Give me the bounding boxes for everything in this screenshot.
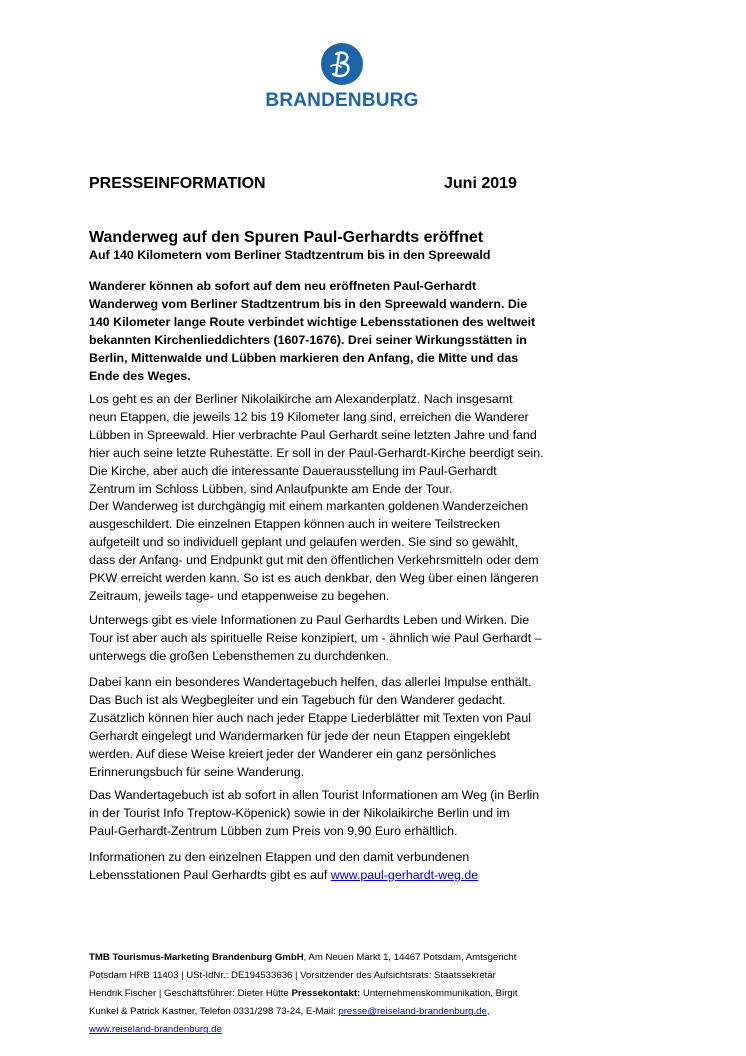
text-line: Erinnerungsbuch für seine Wanderung. bbox=[89, 765, 305, 779]
text-segment: Unternehmenskommunikation, Birgit bbox=[360, 988, 518, 1000]
company-name: TMB Tourismus-Marketing Brandenburg GmbH bbox=[89, 952, 304, 963]
paragraph-route bbox=[89, 390, 609, 498]
paragraph-more-info bbox=[89, 848, 609, 884]
paragraph-spiritual bbox=[89, 611, 609, 665]
lead-line: Wanderweg vom Berliner Stadtzentrum bis in den Spreewald wandern. Die bbox=[89, 297, 528, 311]
text-line: Informationen zu den einzelnen Etappen und den damit verbundenen bbox=[89, 850, 470, 864]
footer-line bbox=[89, 1003, 569, 1021]
lead-line: Berlin, Mittenwalde und Lübben markieren den Anfang, die Mitte und das bbox=[89, 351, 519, 365]
lead-line: 140 Kilometer lange Route verbindet wichtige Lebensstationen des weltweit bbox=[89, 315, 536, 329]
text-segment: , Am Neuen Markt 1, 14467 Potsdam, Amtsgericht bbox=[303, 952, 517, 963]
text-line: Dabei kann ein besonderes Wandertagebuch helfen, das allerlei Impulse enthält. bbox=[89, 675, 532, 689]
paragraph-diary bbox=[89, 673, 609, 781]
logo-wordmark: BRANDENBURG bbox=[265, 90, 419, 111]
press-header bbox=[89, 174, 529, 196]
text-line: Paul-Gerhardt-Zentrum Lübben zum Preis von 9,90 Euro erhältlich. bbox=[89, 824, 458, 838]
text-line: Zeitraum, jeweils tage- und etappenweise zu begehen. bbox=[89, 589, 390, 603]
text-line bbox=[89, 866, 609, 884]
text-line: Das Buch ist als Wegbegleiter und ein Tagebuch für den Wanderer gedacht. bbox=[89, 693, 506, 707]
text-line: unterwegs die großen Lebensthemen zu durchdenken. bbox=[89, 649, 390, 663]
lead-paragraph bbox=[89, 277, 609, 385]
text-line: Der Wanderweg ist durchgängig mit einem markanten goldenen Wanderzeichen bbox=[89, 499, 529, 513]
article-subtitle: Auf 140 Kilometern vom Berliner Stadtzentrum bis in den Spreewald bbox=[89, 248, 491, 262]
text-segment: Hendrik Fischer | Geschäftsführer: Dieter Hütte bbox=[89, 988, 292, 1000]
text-segment: Lebensstationen Paul Gerhardts gibt es auf bbox=[89, 868, 331, 882]
text-line: hier auch seine letzte Ruhestätte. Er soll in der Paul-Gerhardt-Kirche beerdigt sein. bbox=[89, 446, 544, 460]
text-segment: Kunkel & Patrick Kastner, Telefon 0331/298 73-24, E-Mail: bbox=[89, 1006, 339, 1018]
text-line: aufgeteilt und so individuell geplant und gelaufen werden. Sie sind so gewählt, bbox=[89, 535, 519, 549]
text-line: Zentrum im Schloss Lübben, sind Anlaufpunkte am Ende der Tour. bbox=[89, 482, 453, 496]
text-line: in der Tourist Info Treptow-Köpenick) sowie in der Nikolaikirche Berlin und im bbox=[89, 806, 510, 820]
text-line: ausgeschildert. Die einzelnen Etappen können auch in weitere Teilstrecken bbox=[89, 517, 500, 531]
text-line: neun Etappen, die jeweils 12 bis 19 Kilometer lang sind, erreichen die Wanderer bbox=[89, 410, 529, 424]
text-line: werden. Auf diese Weise kreiert jeder der Wanderer ein ganz persönliches bbox=[89, 747, 497, 761]
brandenburg-logo bbox=[258, 42, 426, 112]
lead-line: Ende des Weges. bbox=[89, 369, 191, 383]
text-line: Lübben in Spreewald. Hier verbrachte Paul Gerhardt seine letzten Jahre und fand bbox=[89, 428, 537, 442]
footer-website-link[interactable]: www.reiseland-brandenburg.de bbox=[89, 1024, 222, 1036]
text-line: dass der Anfang- und Endpunkt gut mit den öffentlichen Verkehrsmitteln oder dem bbox=[89, 553, 539, 567]
text-line: Unterwegs gibt es viele Informationen zu Paul Gerhardts Leben und Wirken. Die bbox=[89, 613, 530, 627]
text-line: Gerhardt eingelegt und Wandermarken für jede der neun Etappen eingeklebt bbox=[89, 729, 511, 743]
text-segment: , bbox=[486, 1006, 490, 1018]
lead-line: Wanderer können ab sofort auf dem neu eröffneten Paul-Gerhardt bbox=[89, 279, 477, 293]
text-line: Das Wandertagebuch ist ab sofort in allen Tourist Informationen am Weg (in Berlin bbox=[89, 788, 540, 802]
press-label: PRESSEINFORMATION bbox=[89, 175, 266, 192]
paragraph-availability bbox=[89, 786, 609, 840]
press-date: Juni 2019 bbox=[444, 175, 517, 192]
lead-line: bekannten Kirchenlieddichters (1607-1676). Drei seiner Wirkungsstätten in bbox=[89, 333, 527, 347]
footer-imprint bbox=[89, 949, 569, 1039]
text-line: Zusätzlich können hier auch nach jeder Etappe Liederblätter mit Texten von Paul bbox=[89, 711, 531, 725]
paragraph-signage bbox=[89, 497, 609, 605]
website-link[interactable]: www.paul-gerhardt-weg.de bbox=[330, 868, 479, 882]
text-line: PKW erreicht werden kann. So ist es auch denkbar, den Weg über einen längeren bbox=[89, 571, 539, 585]
text-line: Tour ist aber auch als spirituelle Reise konzipiert, um - ähnlich wie Paul Gerhardt – bbox=[89, 631, 542, 645]
footer-line bbox=[89, 985, 569, 1003]
footer-line bbox=[89, 949, 569, 967]
text-line: Die Kirche, aber auch die interessante Dauerausstellung im Paul-Gerhardt bbox=[89, 464, 497, 478]
footer-line: Potsdam HRB 11403 | USt-IdNr.: DE194533636 | Vorsitzender des Aufsichtsrats: Staatssekretär bbox=[89, 970, 496, 982]
press-contact-label: Pressekontakt: bbox=[291, 988, 361, 1000]
email-link[interactable]: presse@reiseland-brandenburg.de bbox=[338, 1006, 487, 1018]
article-title: Wanderweg auf den Spuren Paul-Gerhardts eröffnet bbox=[89, 229, 484, 246]
brandenburg-emblem-icon bbox=[320, 42, 364, 86]
text-line: Los geht es an der Berliner Nikolaikirche am Alexanderplatz. Nach insgesamt bbox=[89, 392, 513, 406]
footer-line bbox=[89, 1021, 569, 1039]
